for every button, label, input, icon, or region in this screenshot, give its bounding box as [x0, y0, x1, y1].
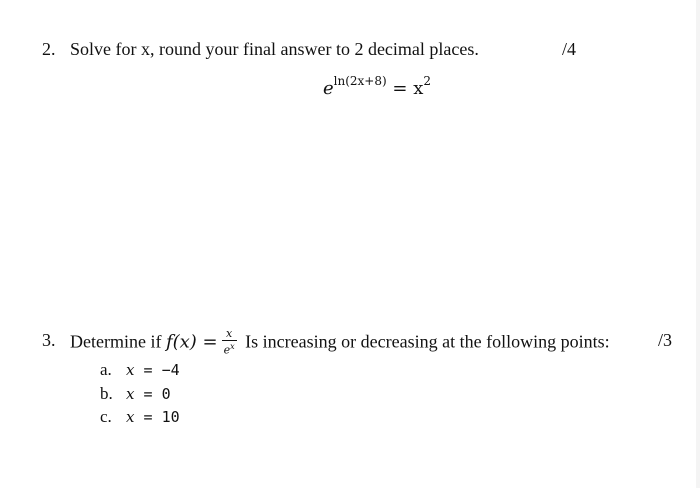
- equation-exponent: ln(2x+8): [333, 74, 387, 88]
- function-lhs: f(x) =: [165, 331, 218, 353]
- part-a: [100, 360, 180, 380]
- part-label: c.: [100, 407, 112, 426]
- question-2-equation: [323, 74, 432, 101]
- function-fraction: [222, 328, 237, 357]
- equation-rhs: = x: [392, 78, 424, 99]
- question-2-marks: /4: [562, 39, 577, 59]
- page-edge: [696, 0, 700, 488]
- part-var: x: [126, 408, 135, 426]
- fraction-denominator-power: x: [230, 342, 235, 351]
- equation-base: e: [323, 78, 334, 99]
- fraction-numerator: x: [222, 328, 237, 341]
- part-eq: =: [134, 385, 162, 403]
- part-value: −4: [161, 361, 180, 379]
- part-var: x: [126, 385, 135, 403]
- question-3-prompt-start: Determine if: [70, 331, 162, 352]
- part-value: 0: [161, 385, 171, 403]
- question-3-marks: /3: [658, 330, 673, 350]
- question-3-prompt: [70, 329, 610, 358]
- equation-rhs-power: 2: [423, 74, 432, 88]
- part-label: a.: [100, 360, 112, 379]
- fraction-denominator-base: e: [223, 343, 231, 357]
- question-3-prompt-end: Is increasing or decreasing at the following points:: [245, 331, 610, 352]
- question-2-prompt: Solve for x, round your final answer to 2 decimal places.: [70, 39, 479, 59]
- part-eq: =: [134, 408, 162, 426]
- part-eq: =: [134, 361, 162, 379]
- part-label: b.: [100, 384, 113, 403]
- part-value: 10: [161, 408, 180, 426]
- fraction-denominator: [222, 341, 237, 357]
- part-b: [100, 384, 171, 404]
- part-var: x: [126, 361, 135, 379]
- part-c: [100, 407, 180, 427]
- question-2-number: 2.: [42, 39, 56, 59]
- question-3-number: 3.: [42, 330, 56, 350]
